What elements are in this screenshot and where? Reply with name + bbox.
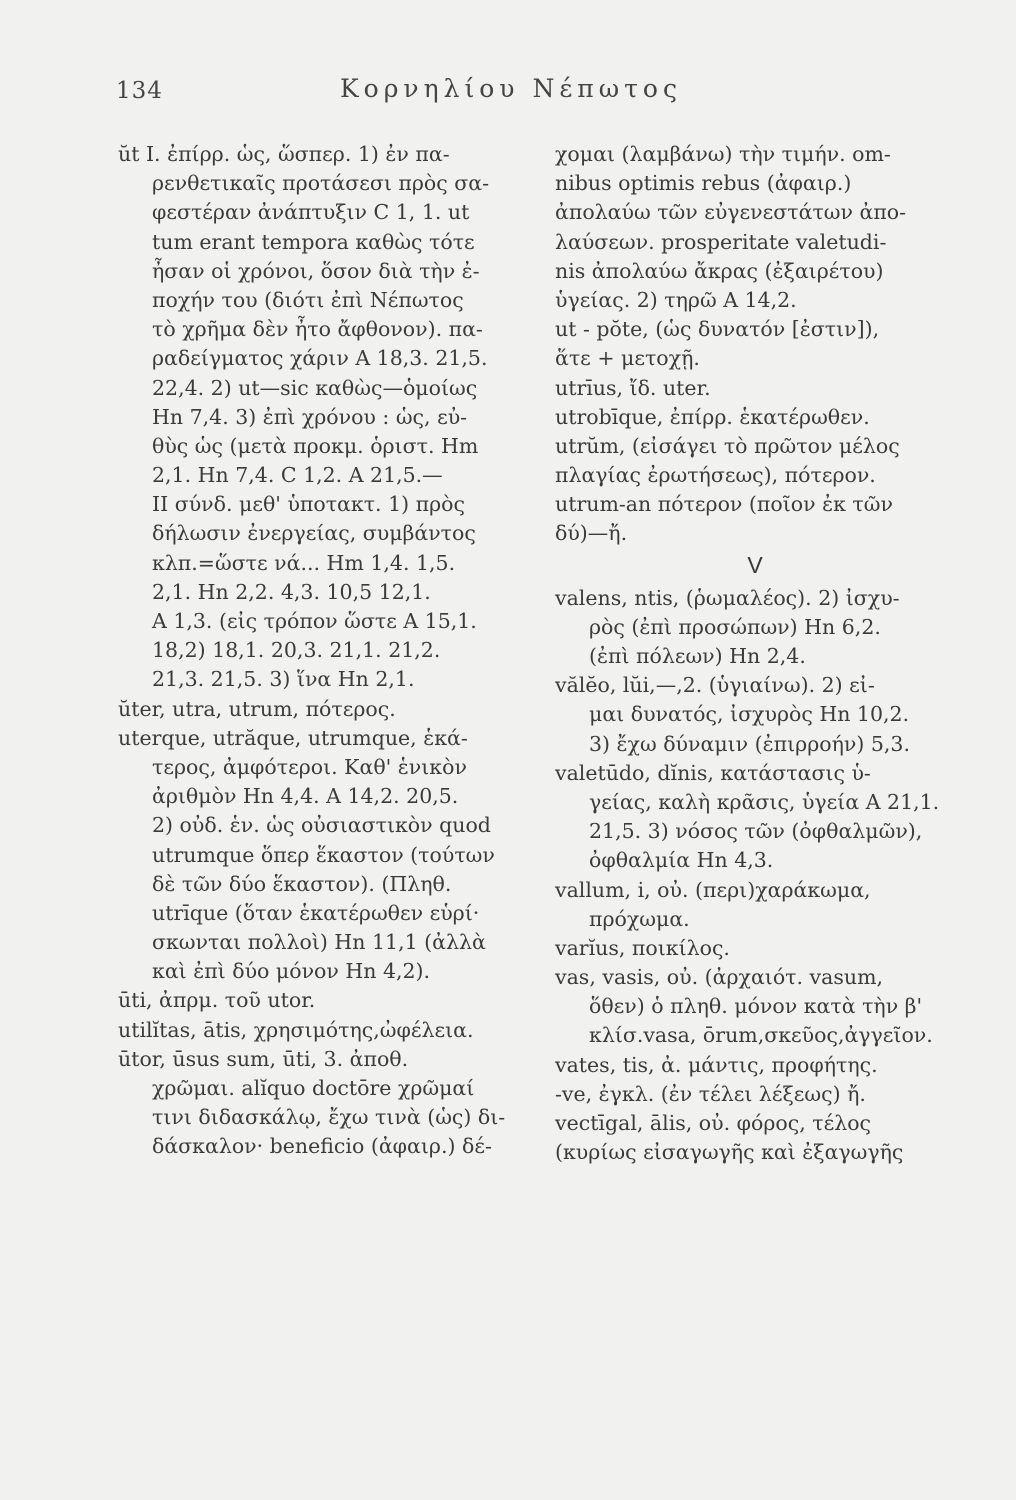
text-line: δάσκαλον· beneficio (ἀφαιρ.) δέ- bbox=[152, 1134, 492, 1159]
text-line: valetūdo, dĭnis, κατάστασις ὑ- bbox=[555, 760, 871, 785]
text-line: (κυρίως εἰσαγωγῆς καὶ ἐξαγωγῆς bbox=[555, 1140, 904, 1165]
text-line: τερος, ἀμφότεροι. Καθ' ἑνικὸν bbox=[152, 754, 467, 779]
text-line: 3) ἔχω δύναμιν (ἐπιρροήν) 5,3. bbox=[589, 731, 910, 756]
text-line: 21,3. 21,5. 3) ἵνα Hn 2,1. bbox=[152, 667, 415, 692]
text-line: uterque, utrăque, utrumque, ἑκά- bbox=[118, 725, 468, 750]
text-line: ūtor, ūsus sum, ūti, 3. ἀποθ. bbox=[118, 1046, 409, 1071]
text-line: ραδείγματος χάριν A 18,3. 21,5. bbox=[152, 346, 488, 371]
text-line: utrumque ὅπερ ἕκαστον (τούτων bbox=[152, 842, 495, 867]
text-line: ἀπολαύω τῶν εὐγενεστάτων ἀπο- bbox=[555, 200, 907, 225]
text-line: 22,4. 2) ut—sic καθὼς—ὁμοίως bbox=[152, 375, 478, 400]
text-line: ŭt I. ἐπίρρ. ὡς, ὥσπερ. 1) ἐν πα- bbox=[118, 142, 450, 166]
text-line: Hn 7,4. 3) ἐπὶ χρόνου : ὡς, εὐ- bbox=[152, 404, 468, 429]
text-line: A 1,3. (εἰς τρόπον ὥστε A 15,1. bbox=[152, 609, 477, 633]
running-title: Κορνηλίου Νέπωτος bbox=[340, 74, 682, 103]
text-line: χρῶμαι. alĭquo doctōre χρῶμαί bbox=[152, 1076, 475, 1100]
text-line: ὀφθαλμία Hn 4,3. bbox=[589, 848, 774, 873]
text-line: ἦσαν οἱ χρόνοι, ὅσον διὰ τὴν ἐ- bbox=[152, 258, 480, 283]
text-line: μαι δυνατός, ἰσχυρὸς Hn 10,2. bbox=[589, 702, 910, 727]
text-line: utrobīque, ἐπίρρ. ἑκατέρωθεν. bbox=[555, 404, 870, 429]
text-line: ποχήν του (διότι ἐπὶ Νέπωτος bbox=[152, 287, 464, 312]
text-line: utrŭm, (εἰσάγει τὸ πρῶτον μέλος bbox=[555, 433, 900, 458]
text-line: utrīus, ἴδ. uter. bbox=[555, 375, 711, 400]
text-line: θὺς ὡς (μετὰ προκμ. ὁριστ. Hm bbox=[152, 433, 479, 458]
text-line: πλαγίας ἐρωτήσεως), πότερον. bbox=[555, 463, 876, 488]
text-line: (ἐπὶ πόλεων) Hn 2,4. bbox=[589, 644, 806, 668]
text-line: utrīque (ὅταν ἑκατέρωθεν εὑρί· bbox=[152, 900, 480, 925]
text-line: nibus optimis rebus (ἀφαιρ.) bbox=[555, 171, 852, 196]
text-line: ŭter, utra, utrum, πότερος. bbox=[118, 696, 396, 721]
text-line: 2) οὐδ. ἑν. ὡς οὐσιαστικὸν quod bbox=[152, 813, 491, 838]
text-line: nis ἀπολαύω ἄκρας (ἐξαιρέτου) bbox=[555, 258, 884, 283]
text-line: 18,2) 18,1. 20,3. 21,1. 21,2. bbox=[152, 638, 441, 663]
page-number: 134 bbox=[116, 78, 163, 104]
text-line: ρενθετικαῖς προτάσεσι πρὸς σα- bbox=[152, 171, 490, 196]
text-line: κλπ.=ὥστε νά... Hm 1,4. 1,5. bbox=[152, 550, 456, 575]
text-line: utrum-an πότερον (ποῖον ἐκ τῶν bbox=[555, 492, 893, 517]
text-line: ὑγείας. 2) τηρῶ A 14,2. bbox=[555, 287, 797, 312]
text-line: vallum, i, οὐ. (περι)χαράκωμα, bbox=[555, 877, 871, 902]
text-line: vas, vasis, οὐ. (ἀρχαιότ. vasum, bbox=[555, 965, 884, 990]
text-line: valens, ntis, (ῥωμαλέος). 2) ἰσχυ- bbox=[555, 585, 900, 610]
text-line: vates, tis, ἀ. μάντις, προφήτης. bbox=[555, 1052, 878, 1077]
text-line: ut - pŏte, (ὡς δυνατόν [ἐστιν]), bbox=[555, 317, 880, 342]
text-line: utilĭtas, ātis, χρησιμότης,ὠφέλεια. bbox=[118, 1017, 474, 1042]
text-line: τὸ χρῆμα δὲν ἦτο ἄφθονον). πα- bbox=[152, 317, 483, 342]
text-line: φεστέραν ἀνάπτυξιν C 1, 1. ut bbox=[152, 200, 470, 225]
text-line: καὶ ἐπὶ δύο μόνον Hn 4,2). bbox=[152, 959, 431, 984]
text-line: ἅτε + μετοχῇ. bbox=[555, 346, 700, 371]
text-line: τινι διδασκάλῳ, ἔχω τινὰ (ὡς) δι- bbox=[152, 1105, 506, 1130]
right-column bbox=[555, 140, 975, 1167]
text-line: 2,1. Hn 7,4. C 1,2. A 21,5.— bbox=[152, 463, 443, 488]
left-column bbox=[118, 140, 538, 1162]
text-line: ūti, ἀπρμ. τοῦ utor. bbox=[118, 988, 316, 1013]
text-line: λαύσεων. prosperitate valetudi- bbox=[555, 229, 887, 254]
text-line: 2,1. Hn 2,2. 4,3. 10,5 12,1. bbox=[152, 579, 431, 604]
text-line: δύ)—ἤ. bbox=[555, 521, 628, 546]
text-line: πρόχωμα. bbox=[589, 906, 690, 931]
text-line: vectīgal, ālis, οὐ. φόρος, τέλος bbox=[555, 1111, 872, 1135]
text-line: varĭus, ποικίλος. bbox=[555, 935, 730, 960]
text-line: δήλωσιν ἐνεργείας, συμβάντος bbox=[152, 521, 476, 546]
text-line: ἀριθμὸν Hn 4,4. A 14,2. 20,5. bbox=[152, 784, 459, 809]
text-line: -ve, ἐγκλ. (ἐν τέλει λέξεως) ἤ. bbox=[555, 1081, 866, 1106]
text-line: ὅθεν) ὁ πληθ. μόνον κατὰ τὴν β' bbox=[589, 994, 923, 1019]
text-line: 21,5. 3) νόσος τῶν (ὀφθαλμῶν), bbox=[589, 819, 923, 844]
text-line: γείας, καλὴ κρᾶσις, ὑγεία A 21,1. bbox=[589, 789, 940, 814]
text-line: ρὸς (ἐπὶ προσώπων) Hn 6,2. bbox=[589, 614, 881, 639]
text-line: tum erant tempora καθὼς τότε bbox=[152, 229, 475, 254]
section-letter: V bbox=[747, 551, 763, 578]
text-line: δὲ τῶν δύο ἕκαστον). (Πληθ. bbox=[152, 871, 452, 896]
text-line: κλίσ.vasa, ōrum,σκεῦος,ἀγγεῖον. bbox=[589, 1023, 933, 1048]
text-line: χομαι (λαμβάνω) τὴν τιμήν. om- bbox=[555, 142, 891, 166]
text-line: vălĕo, lŭi,—,2. (ὑγιαίνω). 2) εἰ- bbox=[555, 673, 875, 698]
text-line: σκωνται πολλοὶ) Hn 11,1 (ἀλλὰ bbox=[152, 930, 486, 955]
text-line: II σύνδ. μεθ' ὑποτακτ. 1) πρὸς bbox=[152, 492, 465, 517]
